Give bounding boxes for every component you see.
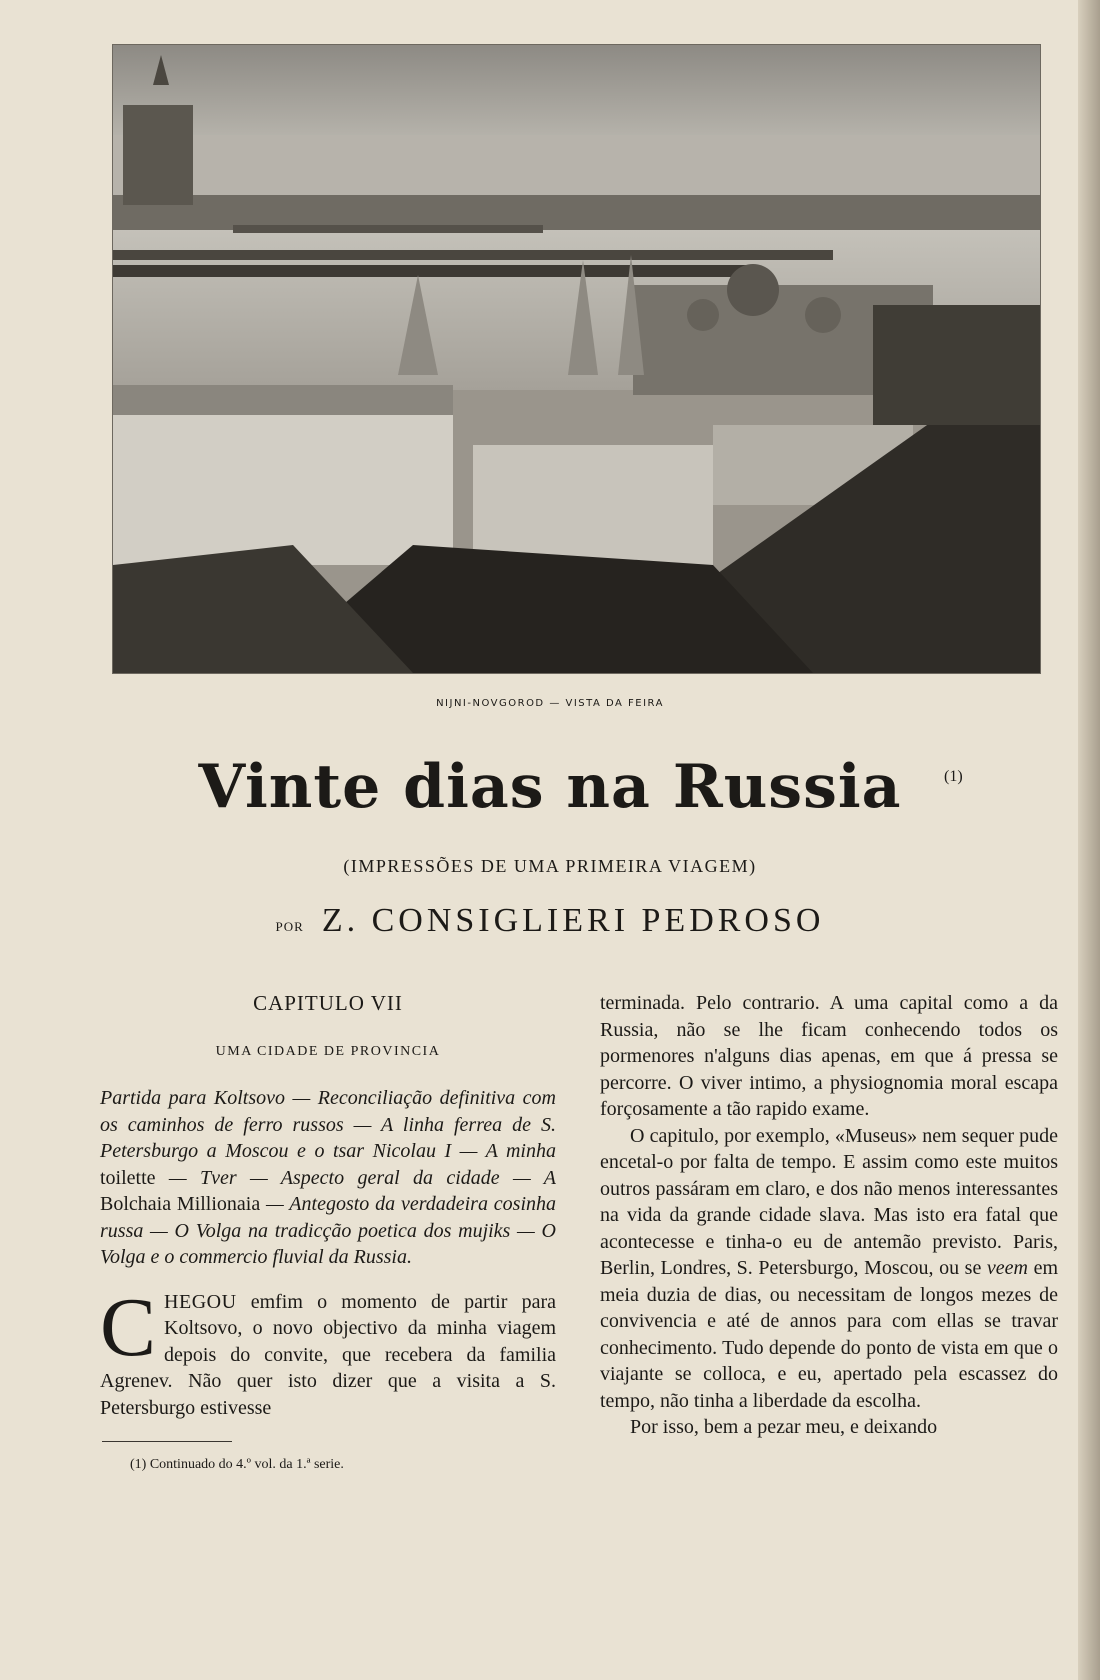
article-subtitle: (IMPRESSÕES DE UMA PRIMEIRA VIAGEM) [343, 856, 757, 876]
section-title: UMA CIDADE DE PROVINCIA [215, 1043, 441, 1059]
photo-illustration [113, 45, 1040, 673]
paragraph: Por isso, bem a pezar meu, e deixando [630, 1416, 938, 1438]
article-title: Vinte dias na Russia [198, 752, 902, 822]
drop-cap: C [100, 1280, 157, 1374]
chapter-summary: Partida para Koltsovo — Reconciliação definitiva com os caminhos de ferro russos — A linha ferrea de S. Petersburgo a Moscou e o tsar Nicolau I — A minha toilette — Tver — Aspecto geral da cidade — A Bolchaia Millionaia — Antegosto da verdadeira cosinha russa — O Volga na tradicção poetica dos mujiks — O Volga e o commercio fluvial da Russia. [100, 1087, 557, 1268]
paragraph: O capitulo, por exemplo, «Museus» nem sequer pude encetal-o por falta de tempo. E assim como este muitos outros passáram em claro, e dos não menos interessantes na vida da grande cidade slava. Mas isto era fatal que acontecesse e tinha-o eu de antemão previsto. Paris, Berlin, Londres, S. Petersburgo, Moscou, ou se veem em meia duzia de dias, ou necessitam de longos mezes de convivencia e até de annos para com ellas se travar conhecimento. Tudo depende do ponto de vista em que o viajante se colloca, e eu, apertado pela escassez do tempo, não tinha a liberdade da escolha. [600, 1124, 1059, 1412]
byline [0, 902, 1100, 940]
photo-caption: NIJNI-NOVGOROD — VISTA DA FEIRA [436, 698, 664, 709]
page-edge [1078, 0, 1100, 1680]
left-column [100, 990, 556, 1479]
author-name: Z. CONSIGLIERI PEDROSO [321, 902, 825, 939]
footnote-rule [102, 1441, 232, 1442]
byline-prefix: POR [275, 919, 304, 934]
footnote-marker: (1) [944, 768, 963, 785]
right-column [600, 990, 1058, 1441]
opening-paragraph: CHEGOU emfim o momento de partir para Koltsovo, o novo objectivo da minha viagem depois do convite, que recebera da familia Agrenev. Não quer isto dizer que a visita a S. Petersburgo estivesse [100, 1280, 556, 1419]
footnote: (1) Continuado do 4.º vol. da 1.ª serie. [130, 1457, 344, 1472]
photograph [112, 44, 1041, 674]
paragraph: terminada. Pelo contrario. A uma capital como a da Russia, não se lhe ficam conhecendo todos os pormenores n'alguns dias apenas, em que á pressa se percorre. O viver intimo, a physiognomia moral escapa forçosamente a tão rapido exame. [600, 992, 1058, 1120]
chapter-title: CAPITULO VII [253, 991, 403, 1015]
